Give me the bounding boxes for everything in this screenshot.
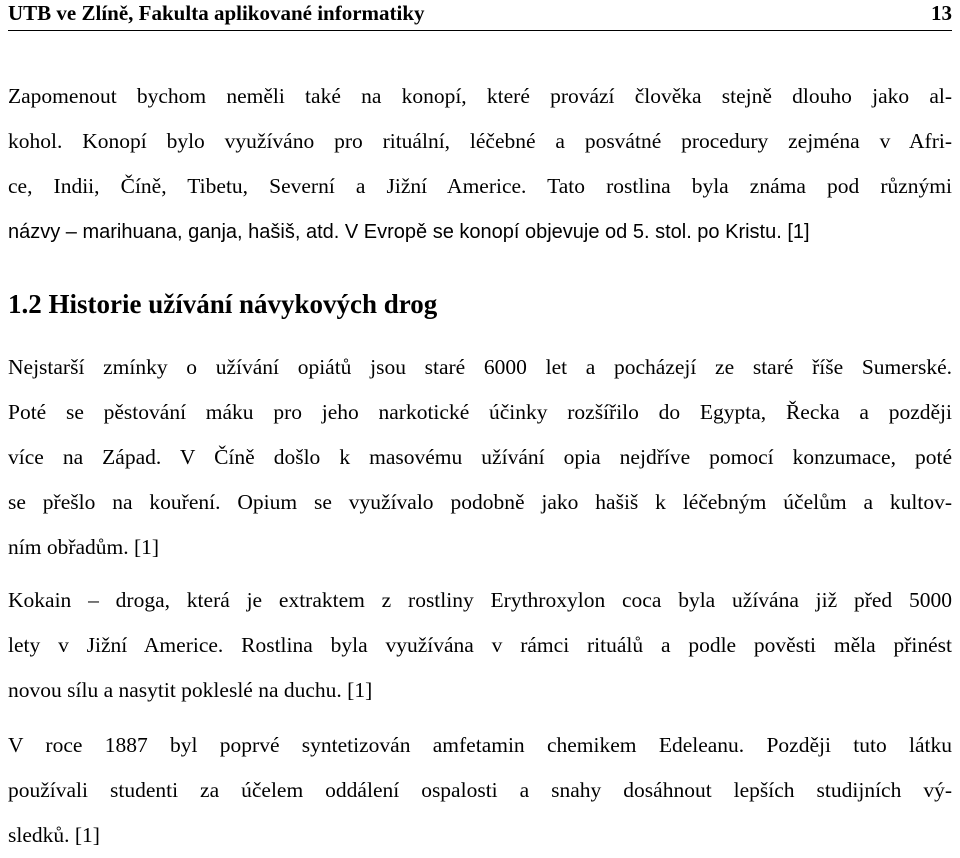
text-line: ním obřadům. [1] <box>8 535 160 559</box>
page-header <box>8 0 952 31</box>
text-line: kohol. Konopí bylo využíváno pro rituální, léčebné a posvátné procedury zejména v Afri- <box>8 129 952 153</box>
header-title: UTB ve Zlíně, Fakulta aplikované informatiky <box>8 1 425 25</box>
text-line: Kokain – droga, která je extraktem z rostliny Erythroxylon coca byla užívána již před 5000 <box>8 588 952 612</box>
text-line: Nejstarší zmínky o užívání opiátů jsou staré 6000 let a pocházejí ze staré říše Sumerské. <box>8 355 952 379</box>
text-line: používali studenti za účelem oddálení ospalosti a snahy dosáhnout lepších studijních vý- <box>8 778 952 802</box>
text-line: Poté se pěstování máku pro jeho narkotické účinky rozšířilo do Egypta, Řecka a později <box>8 400 952 424</box>
paragraph-opium <box>8 345 952 570</box>
text-line: sledků. [1] <box>8 823 100 847</box>
text-line: novou sílu a nasytit pokleslé na duchu. [1] <box>8 678 373 702</box>
text-line: ce, Indii, Číně, Tibetu, Severní a Jižní Americe. Tato rostlina byla známa pod různými <box>8 174 952 198</box>
page-number: 13 <box>931 1 952 25</box>
paragraph-amphetamine <box>8 723 952 858</box>
text-line-mixed <box>8 209 952 254</box>
text-segment: V Evropě se konopí objevuje od 5. stol. po Kristu. [1] <box>339 221 810 243</box>
section-heading: 1.2 Historie užívání návykových drog <box>8 289 438 319</box>
text-line: Zapomenout bychom neměli také na konopí, které provází člověka stejně dlouho jako al- <box>8 84 952 108</box>
text-line: se přešlo na kouření. Opium se využívalo podobně jako hašiš k léčebným účelům a kultov- <box>8 490 952 514</box>
text-line: V roce 1887 byl poprvé syntetizován amfetamin chemikem Edeleanu. Později tuto látku <box>8 733 952 757</box>
text-line: více na Západ. V Číně došlo k masovému užívání opia nejdříve pomocí konzumace, poté <box>8 445 952 469</box>
paragraph-hemp <box>8 74 952 254</box>
text-line: lety v Jižní Americe. Rostlina byla využívána v rámci rituálů a podle pověsti měla přinést <box>8 633 952 657</box>
text-segment: názvy – marihuana, ganja, hašiš, atd. <box>8 221 340 243</box>
paragraph-cocaine <box>8 578 952 713</box>
